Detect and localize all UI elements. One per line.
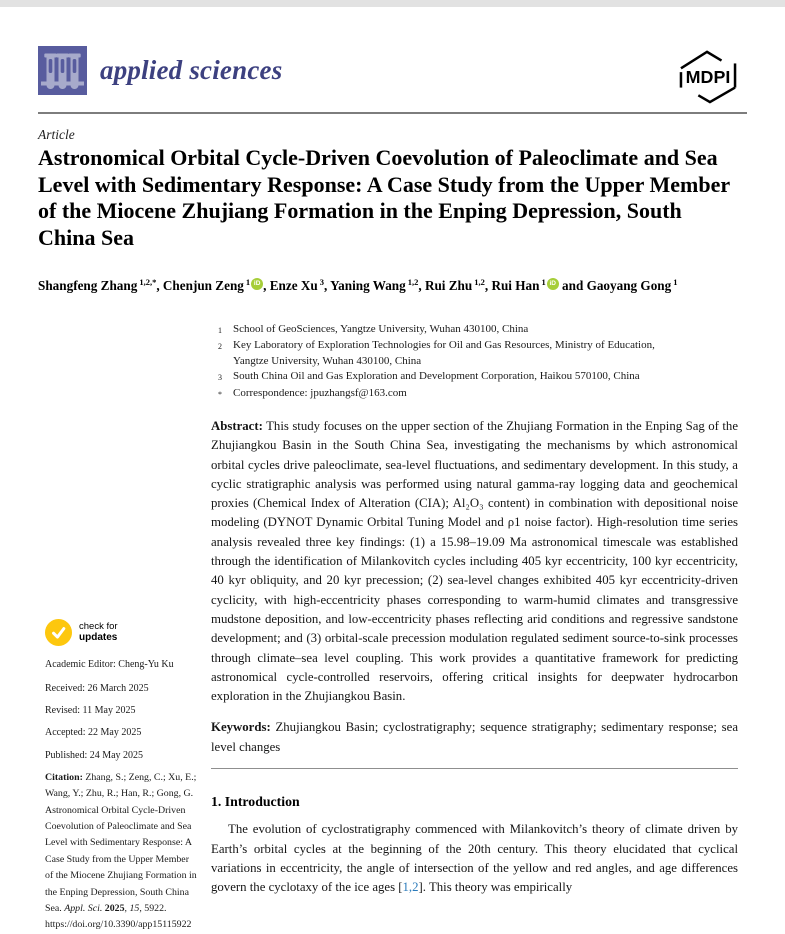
- author-affiliation-sup: 3: [319, 277, 324, 287]
- main-text-column: [211, 417, 738, 898]
- author: Gaoyang Gong $^1$: [586, 277, 678, 294]
- affiliation-marker: 2: [218, 342, 222, 352]
- article-meta-sidebar: [45, 619, 198, 934]
- check-icon: [45, 619, 72, 646]
- keywords: Keywords: Zhujiangkou Basin; cyclostratigraphy; sequence stratigraphy; sedimentary response; sea level changes: [211, 720, 738, 754]
- article-history: [45, 681, 198, 763]
- academic-editor: Academic Editor: Cheng-Yu Ku: [45, 659, 174, 670]
- mdpi-logo[interactable]: [676, 48, 740, 104]
- author-affiliation-sup: 1,2: [407, 277, 419, 287]
- author: Rui Han $^1$ iD and: [491, 277, 587, 294]
- affiliation-item: [218, 322, 690, 338]
- author: Chenjun Zeng $^1$ iD ,: [162, 277, 270, 294]
- affiliation-text: Key Laboratory of Exploration Technologies for Oil and Gas Resources, Ministry of Education, Yangtze University, Wuhan 430100, China: [233, 339, 655, 367]
- journal-name: applied sciences: [100, 55, 283, 85]
- author: Shangfeng Zhang $^{1,2,*}$,: [38, 277, 163, 294]
- test-tubes-icon: [38, 46, 87, 95]
- citation-ref-link[interactable]: 1,2: [402, 880, 419, 895]
- section-heading-introduction: 1. Introduction: [211, 794, 300, 810]
- author-affiliation-sup: 1,2,*: [139, 277, 157, 287]
- citation-label: Citation:: [45, 771, 83, 783]
- affiliation-item: [218, 369, 690, 385]
- mdpi-logo-text: MDPI: [685, 66, 731, 87]
- orcid-icon[interactable]: iD: [251, 278, 263, 290]
- affiliations-list: [218, 322, 690, 402]
- author: Enze Xu $^3$,: [269, 277, 331, 294]
- affiliation-item: [218, 338, 690, 369]
- affiliation-text: School of GeoSciences, Yangtze University, Wuhan 430100, China: [233, 323, 529, 335]
- citation-block: Citation: Zhang, S.; Zeng, C.; Xu, E.; Wang, Y.; Zhu, R.; Han, R.; Gong, G. Astronomical Orbital Cycle-Driven Coevolution of Paleoclimate and Sea Level with Sedimentary Response: A Case Study from the Upper Member of the Miocene Zhujiang Formation in the Enping Depression, South China Sea. Appl. Sci. 2025, 15, 5922. https://doi.org/10.3390/app15115922: [45, 771, 197, 931]
- keywords-label: Keywords:: [211, 720, 271, 735]
- affiliation-marker: 1: [218, 326, 222, 335]
- article-title: Astronomical Orbital Cycle-Driven Coevolution of Paleoclimate and Sea Level with Sedimentary Response: A Case Study from the Upper Member of the Miocene Zhujiang Formation in the Enping Depression, South China Sea: [38, 145, 730, 250]
- affiliation-text: South China Oil and Gas Exploration and Development Corporation, Haikou 570100, China: [233, 370, 640, 383]
- orcid-icon[interactable]: iD: [547, 278, 559, 290]
- affiliation-item: [218, 386, 690, 402]
- abstract: Abstract: This study focuses on the upper section of the Zhujiang Formation in the Enping Sag of the Zhujiangkou Basin in the South China Sea, investigating the mechanisms by which astronomical orbital cycles drive paleoclimate, sea-level fluctuations, and sedimentary development. In this study, a cyclic stratigraphic analysis was performed using natural gamma-ray logging data and geochemical proxies (Chemical Index of Alteration (CIA); Al₂O₃ content) in combination with depositional noise modeling (DYNOT Dynamic Orbital Tuning Model and ρ1 noise factor). High-resolution time series analysis revealed three key findings: (1) a 15.98–19.09 Ma astronomical timescale was established through the identification of Milankovitch cycles including 405 kyr eccentricity, 100 kyr eccentricity, 40 kyr obliquity, and 20 kyr precession; (2) sea-level changes exhibited 405 kyr eccentricity-driven cyclicity, with high-eccentricity phases corresponding to warm-humid climates and transgressive mudstone deposition, and low-eccentricity phases reflecting arid conditions and regressive sandstone development; and (3) orbital-scale precession modulation regulated sediment source-to-sink processes through climate–sea level coupling. This work provides a quantitative framework for predicting astronomical cycle-controlled reservoirs, offering critical insights for deepwater hydrocarbon exploration in the Zhujiangkou Basin.: [211, 419, 738, 704]
- article-type-label: Article: [38, 127, 75, 142]
- journal-logo[interactable]: [38, 46, 282, 95]
- section-divider: [211, 768, 738, 769]
- author: Rui Zhu $^{1,2}$,: [424, 277, 492, 294]
- header-divider: [38, 112, 747, 114]
- author-affiliation-sup: 1: [673, 277, 678, 287]
- authors-line: [38, 277, 772, 294]
- affiliation-marker: 3: [218, 373, 222, 383]
- accepted-date: Accepted: 22 May 2025: [45, 727, 142, 739]
- published-date: Published: 24 May 2025: [45, 749, 144, 761]
- introduction-paragraph: The evolution of cyclostratigraphy commenced with Milankovitch’s theory of climate driven by Earth’s orbital cycles at the beginning of the 20th century. This theory elucidated that cyclical variations in eccentricity, the angle of intersection of the yellow and red angles, and age differences govern the cyclotaxy of the ice ages [1,2]. This theory was empirically: [211, 822, 738, 895]
- author-affiliation-sup: 1: [541, 277, 546, 287]
- correspondence-email-link[interactable]: Correspondence: jpuzhangsf@163.com: [233, 386, 407, 399]
- author-affiliation-sup: 1: [245, 277, 251, 287]
- abstract-label: Abstract:: [211, 419, 263, 433]
- author-affiliation-sup: 1,2: [474, 277, 485, 287]
- revised-date: Revised: 11 May 2025: [45, 705, 136, 717]
- doi-link[interactable]: https://doi.org/10.3390/app15115922: [45, 919, 192, 931]
- received-date: Received: 26 March 2025: [45, 683, 149, 694]
- page-top-edge: [0, 0, 785, 7]
- affiliation-marker: *: [218, 389, 222, 399]
- check-for-updates-badge[interactable]: [45, 619, 198, 646]
- author: Yaning Wang $^{1,2}$,: [330, 277, 425, 294]
- check-for-updates-label: check for updates: [79, 621, 118, 643]
- journal-abbreviation: Appl. Sci.: [64, 903, 103, 914]
